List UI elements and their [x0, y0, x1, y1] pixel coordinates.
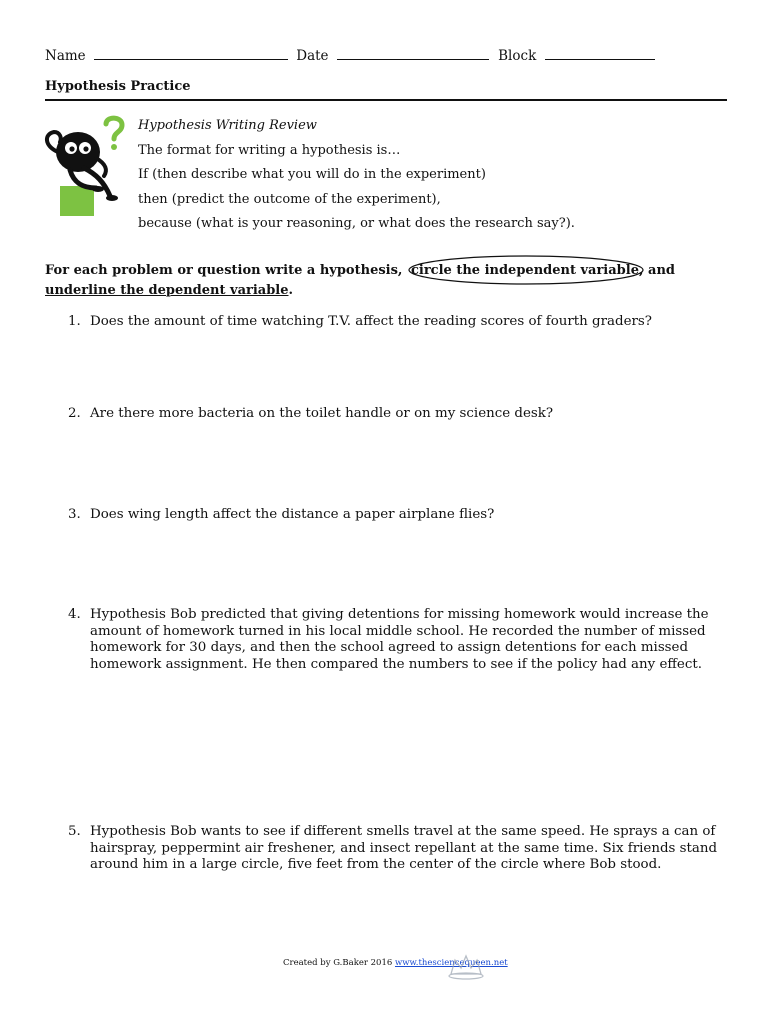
block-field[interactable]: [545, 46, 655, 60]
question-number: 1.: [68, 314, 81, 329]
review-heading: Hypothesis Writing Review: [138, 118, 317, 133]
question-number: 5.: [68, 824, 81, 839]
circled-text: circle the independent variable: [410, 263, 639, 278]
instructions: [45, 261, 735, 301]
date-label: Date: [296, 48, 329, 64]
name-label: Name: [45, 48, 86, 64]
review-line: The format for writing a hypothesis is…: [138, 142, 401, 158]
block-label: Block: [498, 48, 537, 64]
question-text: Hypothesis Bob predicted that giving detentions for missing homework would increase the amount of homework turned in his local middle school. He recorded the number of missed homework for 30 days, and then the school agreed to assign detentions for each missed homework assignment. He then compared the numbers to see if the policy had any effect.: [90, 607, 709, 672]
crown-stamp-icon: [445, 952, 487, 984]
instructions-part1: For each problem or question write a hypothesis,: [45, 263, 403, 278]
underlined-dependent-variable: underline the dependent variable: [45, 283, 289, 298]
title-divider: [45, 99, 727, 101]
header-row: [45, 46, 655, 64]
question-number: 4.: [68, 607, 81, 622]
review-line: then (predict the outcome of the experiment),: [138, 191, 441, 207]
footer-credit-text: Created by G.Baker 2016: [283, 958, 393, 968]
question-text: Are there more bacteria on the toilet handle or on my science desk?: [90, 406, 554, 421]
question-number: 3.: [68, 507, 81, 522]
instructions-end: .: [288, 283, 294, 298]
thinking-character-icon: [40, 112, 132, 220]
review-line: If (then describe what you will do in the experiment): [138, 167, 486, 182]
circled-independent-variable: [411, 261, 639, 281]
name-field[interactable]: [94, 46, 288, 60]
review-line: because (what is your reasoning, or what does the research say?).: [138, 216, 575, 231]
question-text: Hypothesis Bob wants to see if different smells travel at the same speed. He sprays a can of hairspray, peppermint air freshener, and insect repellant at the same time. Six friends stand around him in a large circle, five feet from the center of the circle where Bob stood.: [90, 824, 718, 872]
instructions-part2: , and: [638, 263, 676, 278]
date-field[interactable]: [337, 46, 489, 60]
question-number: 2.: [68, 406, 81, 421]
page-title: Hypothesis Practice: [45, 79, 191, 94]
question-text: Does the amount of time watching T.V. affect the reading scores of fourth graders?: [90, 314, 652, 329]
hypothesis-review: [138, 114, 575, 237]
footer-link[interactable]: www.thesciencequeen.net: [394, 958, 508, 968]
question-text: Does wing length affect the distance a paper airplane flies?: [90, 507, 495, 522]
